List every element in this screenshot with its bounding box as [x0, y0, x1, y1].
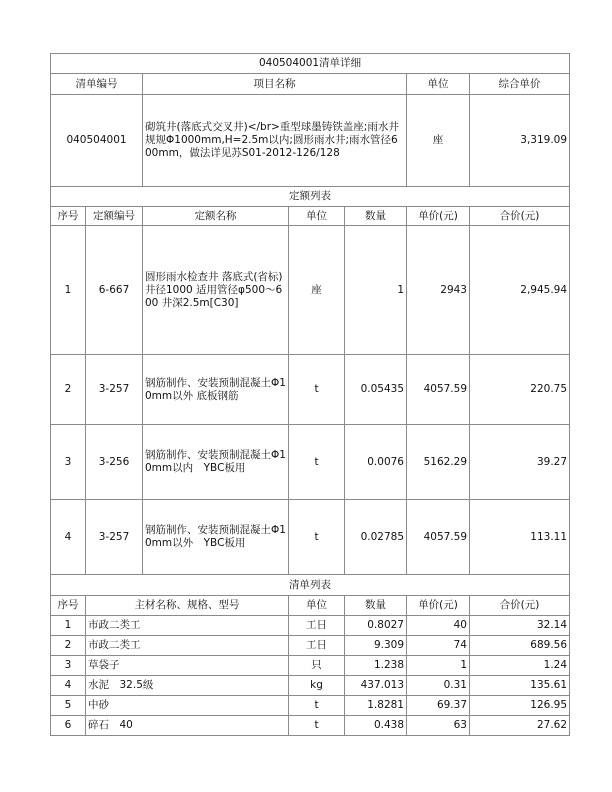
quota-qty: 0.0076 [345, 425, 407, 500]
quota-total: 2,945.94 [470, 226, 570, 355]
quota-col-code: 定额编号 [86, 207, 143, 226]
material-price: 74 [407, 636, 470, 656]
quota-row [51, 425, 570, 500]
materials-header-row [51, 596, 570, 616]
quota-unit: 座 [289, 226, 345, 355]
material-row [51, 716, 570, 736]
quota-qty: 0.02785 [345, 500, 407, 575]
material-name: 市政二类工 [86, 636, 289, 656]
material-no: 2 [51, 636, 86, 656]
material-total: 135.61 [470, 676, 570, 696]
material-no: 4 [51, 676, 86, 696]
quota-code: 6-667 [86, 226, 143, 355]
material-price: 1 [407, 656, 470, 676]
quota-col-price: 单价(元) [407, 207, 470, 226]
materials-title: 清单列表 [51, 575, 570, 596]
material-row [51, 616, 570, 636]
material-total: 1.24 [470, 656, 570, 676]
bill-detail-table [50, 53, 570, 736]
quota-price: 2943 [407, 226, 470, 355]
quota-no: 4 [51, 500, 86, 575]
quota-name: 钢筋制作、安装预制混凝土Φ10mm以外 底板钢筋 [143, 355, 289, 425]
quota-col-no: 序号 [51, 207, 86, 226]
material-qty: 0.438 [345, 716, 407, 736]
material-name: 中砂 [86, 696, 289, 716]
material-name: 草袋子 [86, 656, 289, 676]
col-item-name: 项目名称 [143, 74, 407, 95]
mat-col-price: 单价(元) [407, 596, 470, 616]
material-name: 水泥 32.5级 [86, 676, 289, 696]
quota-price: 5162.29 [407, 425, 470, 500]
mat-col-qty: 数量 [345, 596, 407, 616]
material-total: 27.62 [470, 716, 570, 736]
material-qty: 1.8281 [345, 696, 407, 716]
material-unit: 只 [289, 656, 345, 676]
quota-no: 2 [51, 355, 86, 425]
col-unit-price: 综合单价 [470, 74, 570, 95]
quota-unit: t [289, 500, 345, 575]
material-no: 6 [51, 716, 86, 736]
material-unit: t [289, 716, 345, 736]
item-name: 砌筑井(落底式交叉井)</br>重型球墨铸铁盖座;雨水井规规Φ1000mm,H=2.5m以内;圆形雨水井;雨水管径600mm，做法详见苏S01-2012-126/128 [143, 95, 407, 187]
material-no: 1 [51, 616, 86, 636]
quota-col-unit: 单位 [289, 207, 345, 226]
quota-row [51, 355, 570, 425]
material-price: 69.37 [407, 696, 470, 716]
quota-name: 钢筋制作、安装预制混凝土Φ10mm以外 YBC板用 [143, 500, 289, 575]
mat-col-total: 合价(元) [470, 596, 570, 616]
material-no: 5 [51, 696, 86, 716]
quota-col-qty: 数量 [345, 207, 407, 226]
material-row [51, 676, 570, 696]
item-code: 040504001 [51, 95, 143, 187]
quota-no: 3 [51, 425, 86, 500]
material-unit: t [289, 696, 345, 716]
material-unit: 工日 [289, 616, 345, 636]
quota-title: 定额列表 [51, 187, 570, 207]
col-bill-code: 清单编号 [51, 74, 143, 95]
quota-qty: 0.05435 [345, 355, 407, 425]
quota-total: 39.27 [470, 425, 570, 500]
material-total: 689.56 [470, 636, 570, 656]
materials-title-row [51, 575, 570, 596]
material-unit: 工日 [289, 636, 345, 656]
material-name: 市政二类工 [86, 616, 289, 636]
material-qty: 1.238 [345, 656, 407, 676]
mat-col-name: 主材名称、规格、型号 [86, 596, 289, 616]
item-price: 3,319.09 [470, 95, 570, 187]
quota-qty: 1 [345, 226, 407, 355]
material-price: 0.31 [407, 676, 470, 696]
material-row [51, 656, 570, 676]
material-no: 3 [51, 656, 86, 676]
item-row [51, 95, 570, 187]
quota-total: 113.11 [470, 500, 570, 575]
material-row [51, 696, 570, 716]
quota-title-row [51, 187, 570, 207]
material-price: 40 [407, 616, 470, 636]
title-row [51, 54, 570, 74]
quota-name: 钢筋制作、安装预制混凝土Φ10mm以内 YBC板用 [143, 425, 289, 500]
material-qty: 437.013 [345, 676, 407, 696]
quota-name: 圆形雨水检查井 落底式(省标)井径1000 适用管径φ500～600 井深2.5m[C30] [143, 226, 289, 355]
col-unit: 单位 [407, 74, 470, 95]
quota-price: 4057.59 [407, 500, 470, 575]
material-row [51, 636, 570, 656]
bill-title: 040504001清单详细 [51, 54, 570, 74]
material-qty: 9.309 [345, 636, 407, 656]
quota-unit: t [289, 425, 345, 500]
item-header-row [51, 74, 570, 95]
quota-row [51, 226, 570, 355]
material-price: 63 [407, 716, 470, 736]
quota-no: 1 [51, 226, 86, 355]
material-qty: 0.8027 [345, 616, 407, 636]
quota-total: 220.75 [470, 355, 570, 425]
quota-col-total: 合价(元) [470, 207, 570, 226]
quota-header-row [51, 207, 570, 226]
quota-code: 3-257 [86, 500, 143, 575]
quota-row [51, 500, 570, 575]
item-unit: 座 [407, 95, 470, 187]
quota-col-name: 定额名称 [143, 207, 289, 226]
quota-unit: t [289, 355, 345, 425]
quota-price: 4057.59 [407, 355, 470, 425]
mat-col-unit: 单位 [289, 596, 345, 616]
material-total: 32.14 [470, 616, 570, 636]
material-name: 碎石 40 [86, 716, 289, 736]
quota-code: 3-256 [86, 425, 143, 500]
material-total: 126.95 [470, 696, 570, 716]
material-unit: kg [289, 676, 345, 696]
mat-col-no: 序号 [51, 596, 86, 616]
quota-code: 3-257 [86, 355, 143, 425]
